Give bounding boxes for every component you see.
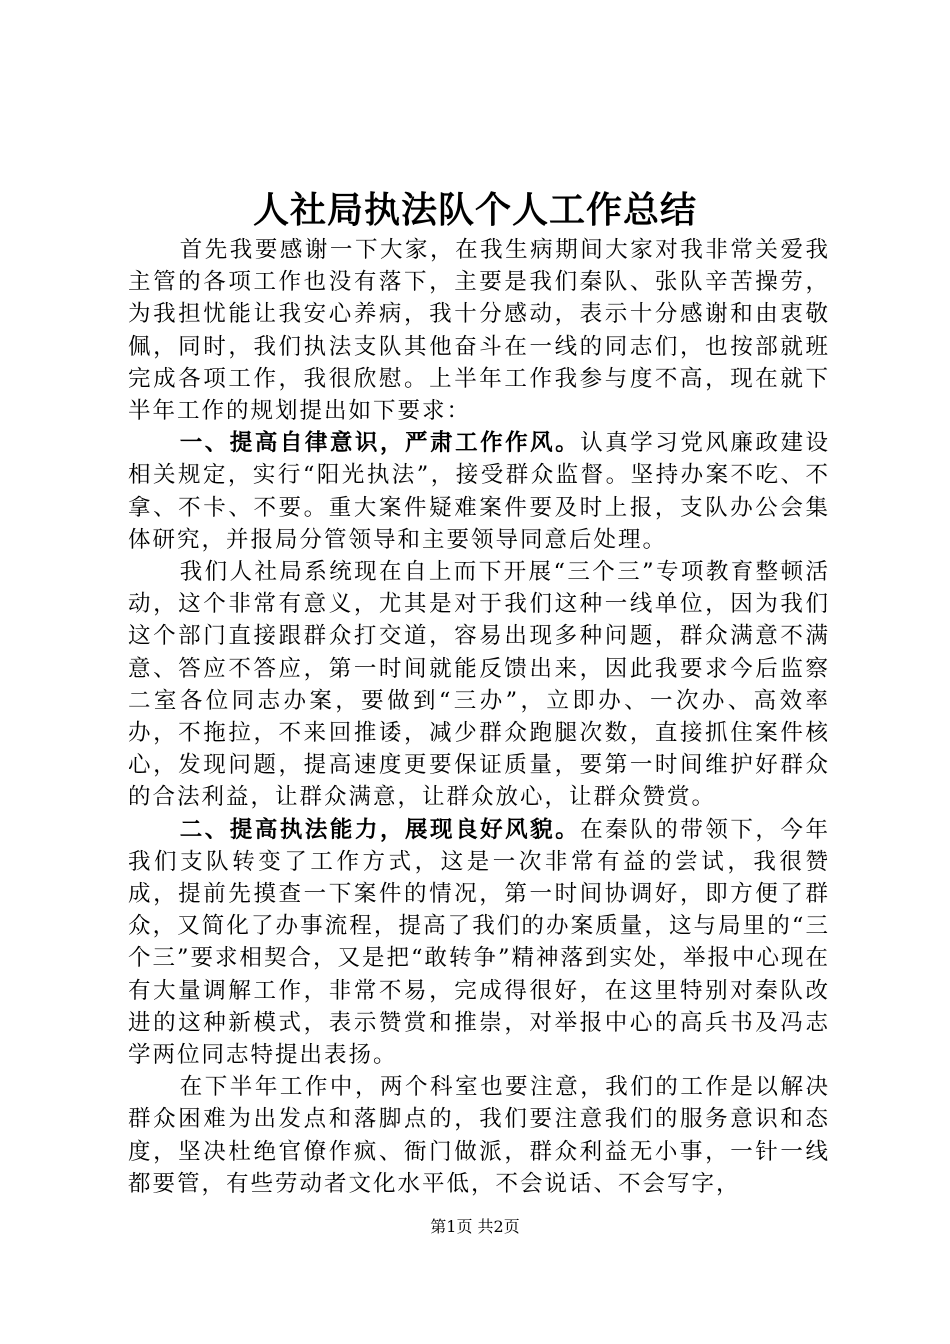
paragraph-3 (128, 556, 830, 814)
section-heading-2: 二、提高执法能力，展现良好风貌。 (179, 816, 581, 843)
paragraph-text: 认真学习党风廉政建设相关规定，实行“阳光执法”，接受群众监督。坚持办案不吃、不拿、不卡、不要。重大案件疑难案件要及时上报，支队办公会集体研究，并报局分管领导和主要领导同意后处理。 (128, 430, 830, 553)
paragraph-text: 首先我要感谢一下大家，在我生病期间大家对我非常关爱我主管的各项工作也没有落下，主要是我们秦队、张队辛苦操劳，为我担忧能让我安心养病，我十分感动，表示十分感谢和由衷敬佩，同时，我们执法支队其他奋斗在一线的同志们，也按部就班完成各项工作，我很欣慰。上半年工作我参与度不高，现在就下半年工作的规划提出如下要求： (128, 237, 830, 425)
page-number-footer: 第1页 共2页 (430, 1217, 520, 1236)
paragraph-4 (128, 814, 830, 1072)
paragraph-text: 在秦队的带领下，今年我们支队转变了工作方式，这是一次非常有益的尝试，我很赞成，提前先摸查一下案件的情况，第一时间协调好，即方便了群众，又简化了办事流程，提高了我们的办案质量，这与局里的“三个三”要求相契合，又是把“敢转争”精神落到实处，举报中心现在有大量调解工作，非常不易，完成得很好，在这里特别对秦队改进的这种新模式，表示赞赏和推崇，对举报中心的高兵书及冯志学两位同志特提出表扬。 (128, 816, 831, 1069)
paragraph-5 (128, 1071, 830, 1200)
section-heading-1: 一、提高自律意识，严肃工作作风。 (179, 430, 581, 457)
paragraph-1 (128, 234, 830, 427)
document-body (128, 234, 830, 1200)
paragraph-text: 我们人社局系统现在自上而下开展“三个三”专项教育整顿活动，这个非常有意义，尤其是对于我们这种一线单位，因为我们这个部门直接跟群众打交道，容易出现多种问题，群众满意不满意、答应不答应，第一时间就能反馈出来，因此我要求今后监察二室各位同志办案，要做到“三办”，立即办、一次办、高效率办，不拖拉，不来回推诿，减少群众跑腿次数，直接抓住案件核心，发现问题，提高速度更要保证质量，要第一时间维护好群众的合法利益，让群众满意，让群众放心，让群众赞赏。 (128, 559, 830, 811)
document-title: 人社局执法队个人工作总结 (252, 189, 697, 231)
paragraph-2 (128, 427, 830, 556)
paragraph-text: 在下半年工作中，两个科室也要注意，我们的工作是以解决群众困难为出发点和落脚点的，我们要注意我们的服务意识和态度，坚决杜绝官僚作疯、衙门做派，群众利益无小事，一针一线都要管，有些劳动者文化水平低，不会说话、不会写字， (128, 1074, 830, 1197)
